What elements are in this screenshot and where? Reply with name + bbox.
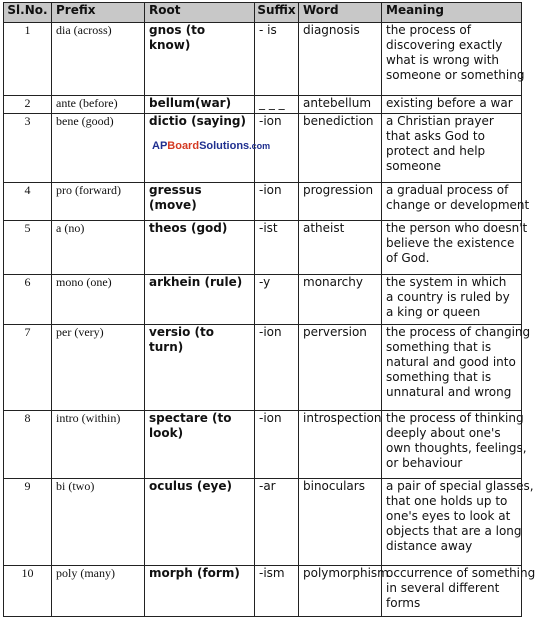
cell-word: binoculars bbox=[299, 479, 382, 566]
table-row bbox=[4, 23, 522, 96]
cell-root: theos (god) bbox=[145, 221, 255, 275]
cell-meaning bbox=[382, 221, 528, 275]
cell-root: arkhein (rule) bbox=[145, 275, 255, 325]
cell-root: gressus (move) bbox=[145, 183, 255, 221]
cell-root: bellum(war) bbox=[145, 96, 255, 114]
watermark-text: Board bbox=[167, 140, 200, 152]
cell-meaning bbox=[382, 183, 530, 221]
meaning-line: own thoughts, feelings, bbox=[386, 441, 527, 455]
cell-meaning bbox=[382, 23, 525, 96]
cell-serial-number: 2 bbox=[4, 96, 52, 114]
cell-word: diagnosis bbox=[299, 23, 382, 96]
cell-root: morph (form) bbox=[145, 566, 255, 617]
meaning-line: forms bbox=[386, 596, 421, 610]
cell-serial-number: 3 bbox=[4, 114, 52, 183]
meaning-line: the person who doesn't bbox=[386, 221, 528, 235]
cell-serial-number: 10 bbox=[4, 566, 52, 617]
cell-serial-number: 6 bbox=[4, 275, 52, 325]
cell-root: spectare (to look) bbox=[145, 411, 255, 479]
table-row bbox=[4, 275, 522, 325]
cell-word: monarchy bbox=[299, 275, 382, 325]
cell-prefix: bi (two) bbox=[52, 479, 145, 566]
meaning-line: the process of changing bbox=[386, 325, 531, 339]
cell-meaning bbox=[382, 114, 522, 183]
cell-word: perversion bbox=[299, 325, 382, 411]
cell-suffix: -ion bbox=[255, 325, 299, 411]
meaning-line: a Christian prayer bbox=[386, 114, 494, 128]
meaning-line: existing before a war bbox=[386, 96, 513, 110]
cell-prefix: bene (good) bbox=[52, 114, 145, 183]
meaning-line: occurrence of something bbox=[386, 566, 535, 580]
cell-meaning bbox=[382, 96, 522, 114]
header-root: Root bbox=[145, 3, 255, 23]
meaning-line: something that is bbox=[386, 370, 492, 384]
meaning-line: protect and help bbox=[386, 144, 486, 158]
meaning-line: unnatural and wrong bbox=[386, 385, 512, 399]
header-word: Word bbox=[299, 3, 382, 23]
watermark-text: .com bbox=[249, 141, 271, 151]
cell-prefix: intro (within) bbox=[52, 411, 145, 479]
cell-meaning bbox=[382, 275, 522, 325]
meaning-line: what is wrong with bbox=[386, 53, 500, 67]
watermark-text: AP bbox=[152, 140, 168, 152]
cell-serial-number: 1 bbox=[4, 23, 52, 96]
cell-serial-number: 9 bbox=[4, 479, 52, 566]
table-row bbox=[4, 479, 522, 566]
meaning-line: believe the existence bbox=[386, 236, 515, 250]
meaning-line: discovering exactly bbox=[386, 38, 503, 52]
cell-prefix: ante (before) bbox=[52, 96, 145, 114]
cell-prefix: dia (across) bbox=[52, 23, 145, 96]
cell-serial-number: 8 bbox=[4, 411, 52, 479]
header-serial-number: Sl.No. bbox=[4, 3, 52, 23]
cell-prefix: pro (forward) bbox=[52, 183, 145, 221]
meaning-line: natural and good into bbox=[386, 355, 516, 369]
table-row bbox=[4, 325, 522, 411]
meaning-line: the process of thinking bbox=[386, 411, 524, 425]
header-prefix: Prefix bbox=[52, 3, 145, 23]
meaning-line: someone bbox=[386, 159, 441, 173]
cell-root-text: dictio (saying) bbox=[149, 114, 246, 128]
cell-word: introspection bbox=[299, 411, 382, 479]
cell-prefix: per (very) bbox=[52, 325, 145, 411]
cell-root: oculus (eye) bbox=[145, 479, 255, 566]
cell-suffix: _ _ _ bbox=[255, 96, 299, 114]
cell-root bbox=[145, 114, 271, 183]
meaning-line: change or development bbox=[386, 198, 530, 212]
cell-serial-number: 5 bbox=[4, 221, 52, 275]
cell-serial-number: 7 bbox=[4, 325, 52, 411]
meaning-line: the system in which bbox=[386, 275, 507, 289]
header-meaning: Meaning bbox=[382, 3, 522, 23]
cell-prefix: poly (many) bbox=[52, 566, 145, 617]
cell-suffix: -y bbox=[255, 275, 299, 325]
table-row bbox=[4, 411, 522, 479]
vocabulary-table bbox=[3, 2, 535, 617]
cell-word: antebellum bbox=[299, 96, 382, 114]
meaning-line: a pair of special glasses, bbox=[386, 479, 534, 493]
meaning-line: deeply about one's bbox=[386, 426, 501, 440]
watermark-logo bbox=[149, 139, 271, 154]
meaning-line: one's eyes to look at bbox=[386, 509, 511, 523]
cell-meaning bbox=[382, 325, 531, 411]
meaning-line: distance away bbox=[386, 539, 473, 553]
meaning-line: a king or queen bbox=[386, 305, 481, 319]
table-row bbox=[4, 114, 522, 183]
cell-suffix: -ism bbox=[255, 566, 299, 617]
cell-word: benediction bbox=[299, 114, 382, 183]
meaning-line: or behaviour bbox=[386, 456, 463, 470]
meaning-line: that one holds up to bbox=[386, 494, 508, 508]
table-row bbox=[4, 183, 522, 221]
meaning-line: someone or something bbox=[386, 68, 525, 82]
cell-suffix: -ar bbox=[255, 479, 299, 566]
table-header bbox=[4, 3, 522, 23]
cell-word: progression bbox=[299, 183, 382, 221]
meaning-line: of God. bbox=[386, 251, 430, 265]
meaning-line: the process of bbox=[386, 23, 472, 37]
meaning-line: that asks God to bbox=[386, 129, 485, 143]
header-suffix: Suffix bbox=[255, 3, 299, 23]
cell-word: polymorphism bbox=[299, 566, 382, 617]
table-row bbox=[4, 96, 522, 114]
cell-root: versio (to turn) bbox=[145, 325, 255, 411]
table-body bbox=[4, 23, 535, 617]
meaning-line: objects that are a long bbox=[386, 524, 522, 538]
table-row bbox=[4, 221, 522, 275]
cell-prefix: a (no) bbox=[52, 221, 145, 275]
meaning-line: in several different bbox=[386, 581, 500, 595]
meaning-line: a gradual process of bbox=[386, 183, 509, 197]
meaning-line: a country is ruled by bbox=[386, 290, 510, 304]
meaning-line: something that is bbox=[386, 340, 492, 354]
cell-meaning bbox=[382, 479, 534, 566]
cell-suffix: - is bbox=[255, 23, 299, 96]
cell-suffix: -ion bbox=[255, 183, 299, 221]
cell-meaning bbox=[382, 411, 527, 479]
cell-root: gnos (to know) bbox=[145, 23, 255, 96]
cell-word: atheist bbox=[299, 221, 382, 275]
watermark-text: Solutions bbox=[199, 140, 250, 152]
cell-meaning bbox=[382, 566, 535, 617]
cell-suffix: -ion bbox=[255, 114, 299, 183]
cell-serial-number: 4 bbox=[4, 183, 52, 221]
cell-prefix: mono (one) bbox=[52, 275, 145, 325]
cell-suffix: -ist bbox=[255, 221, 299, 275]
cell-suffix: -ion bbox=[255, 411, 299, 479]
table-row bbox=[4, 566, 522, 617]
header-row bbox=[4, 3, 522, 23]
